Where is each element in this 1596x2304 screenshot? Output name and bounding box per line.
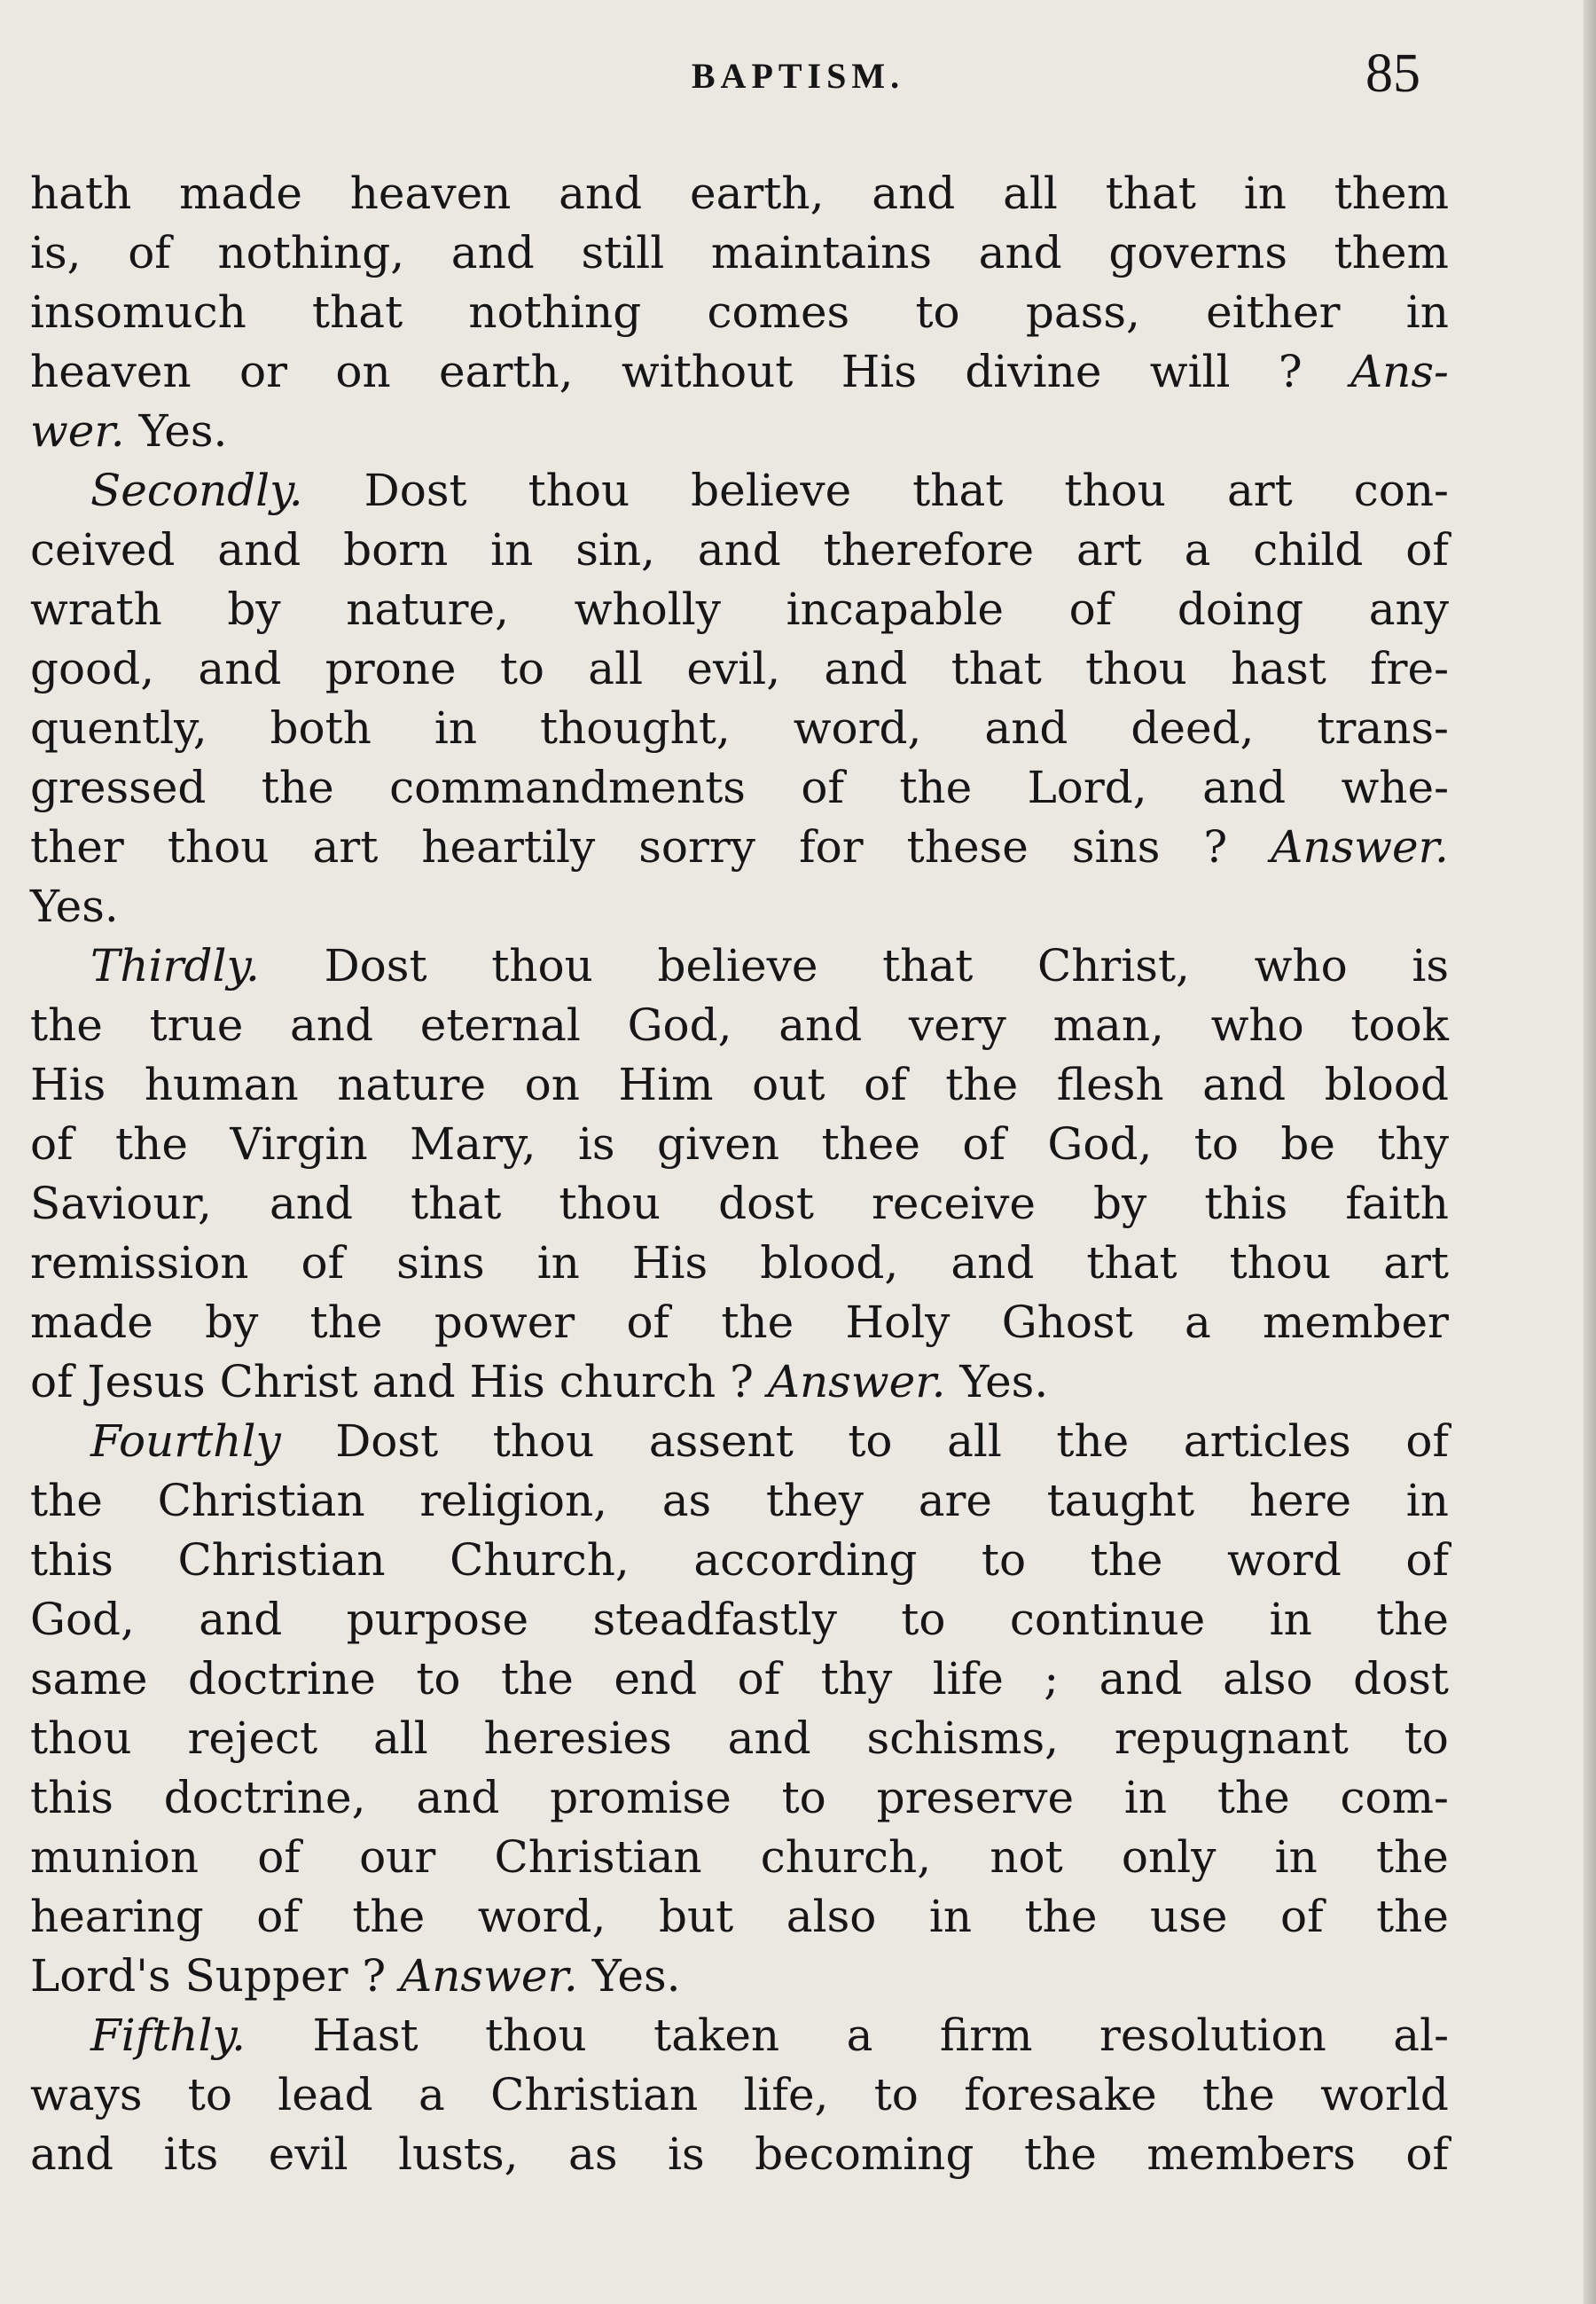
text-line: wrath by nature, wholly incapable of doing any — [30, 584, 1449, 635]
text-line: His human nature on Him out of the flesh and blood — [30, 1059, 1449, 1110]
text-line: remission of sins in His blood, and that thou art — [30, 1237, 1450, 1289]
running-head — [0, 43, 1596, 105]
text-line: is, of nothing, and still maintains and governs them — [30, 227, 1449, 278]
text-line: gressed the commandments of the Lord, and whe- — [30, 762, 1449, 813]
text-line: this Christian Church, according to the word of — [30, 1534, 1449, 1586]
text-line: munion of our Christian church, not only in the — [30, 1831, 1449, 1883]
text-line: Thirdly. Dost thou believe that Christ, who is — [90, 940, 1449, 991]
running-title: BAPTISM. — [691, 56, 905, 96]
text-line: of Jesus Christ and His church ? Answer. Yes. — [30, 1356, 1049, 1407]
text-line: the true and eternal God, and very man, who took — [30, 999, 1449, 1051]
body-text — [30, 164, 1449, 2184]
page-edge-shadow — [1584, 0, 1596, 2304]
text-line: same doctrine to the end of thy life ; and also dost — [30, 1653, 1449, 1704]
text-line: Fifthly. Hast thou taken a firm resolution al- — [90, 2010, 1449, 2061]
text-line: hath made heaven and earth, and all that in them — [30, 168, 1450, 219]
text-line: Secondly. Dost thou believe that thou art con- — [90, 465, 1449, 516]
text-line: good, and prone to all evil, and that thou hast fre- — [30, 643, 1450, 694]
text-line: ther thou art heartily sorry for these sins ? Answer. — [30, 821, 1449, 873]
text-line: thou reject all heresies and schisms, repugnant to — [30, 1712, 1449, 1764]
text-line: Lord's Supper ? Answer. Yes. — [30, 1950, 681, 2002]
text-line: of the Virgin Mary, is given thee of God, to be thy — [30, 1118, 1449, 1170]
text-line: insomuch that nothing comes to pass, either in — [30, 286, 1449, 338]
text-line: heaven or on earth, without His divine will ? Ans- — [30, 346, 1449, 397]
text-line: hearing of the word, but also in the use of the — [30, 1891, 1449, 1942]
page-number: 85 — [1365, 43, 1420, 104]
text-line: and its evil lusts, as is becoming the members of — [30, 2128, 1449, 2180]
text-line: wer. Yes. — [30, 405, 228, 457]
text-line: made by the power of the Holy Ghost a member — [30, 1297, 1449, 1348]
text-line: Yes. — [30, 881, 119, 932]
text-line: this doctrine, and promise to preserve in the com- — [30, 1772, 1449, 1823]
text-line: the Christian religion, as they are taught here in — [30, 1475, 1449, 1526]
text-line: God, and purpose steadfastly to continue in the — [30, 1594, 1450, 1645]
text-line: quently, both in thought, word, and deed, trans- — [30, 702, 1449, 754]
text-line: ways to lead a Christian life, to foresake the world — [30, 2069, 1449, 2120]
text-line: Fourthly Dost thou assent to all the articles of — [90, 1415, 1449, 1467]
text-line: ceived and born in sin, and therefore art a child of — [30, 524, 1449, 576]
text-line: Saviour, and that thou dost receive by this faith — [30, 1178, 1450, 1229]
